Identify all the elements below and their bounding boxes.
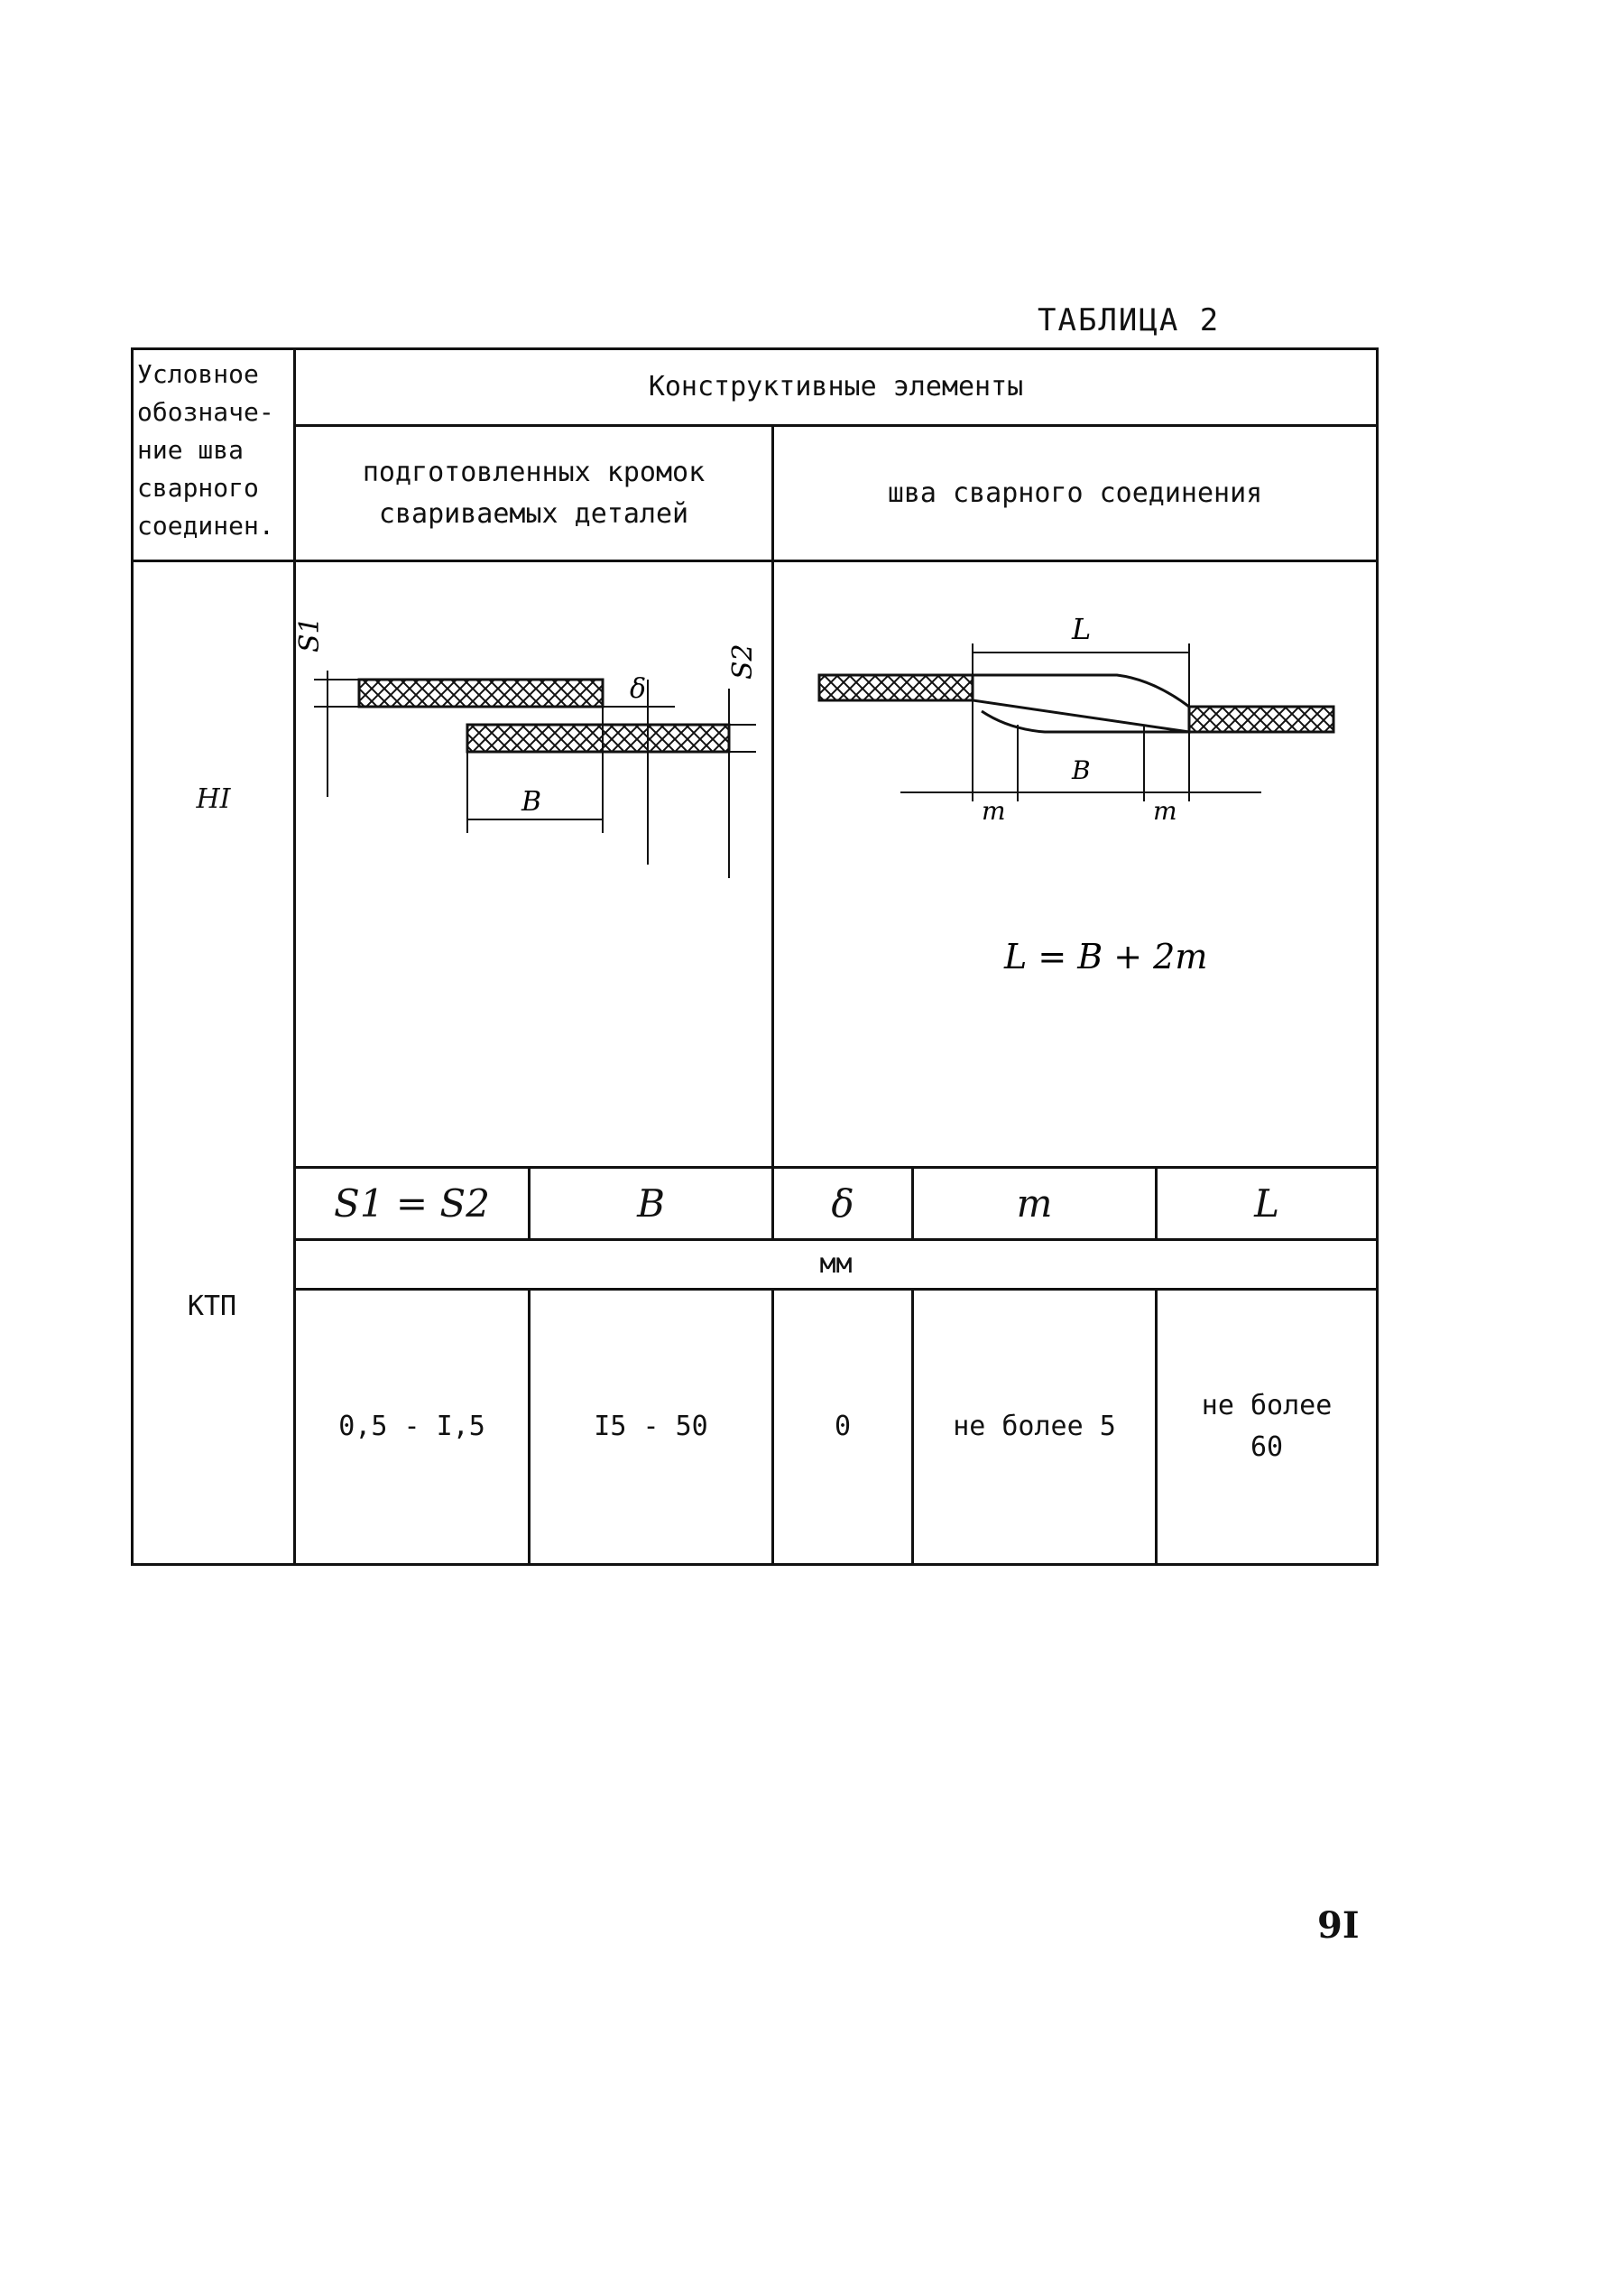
seam-left-plate: [819, 675, 973, 700]
header-prepared-edges: подготовленных кромок свариваемых деталей: [295, 426, 773, 561]
header-weld-seam: шва сварного соединения: [773, 426, 1378, 561]
formula: L = В + 2m: [1004, 937, 1208, 977]
value-s: 0,5 - I,5: [295, 1290, 530, 1565]
page-number: 9I: [1317, 1904, 1360, 1947]
prepared-edges-diagram: [296, 562, 774, 1153]
value-delta: 0: [773, 1290, 913, 1565]
upper-plate: [359, 680, 603, 707]
header-designation: Условное обозначе-ние шва сварного соединен.: [133, 349, 295, 561]
seam-designation: НI: [196, 783, 231, 815]
seam-designation-cell: [133, 561, 295, 1565]
table-title: ТАБЛИЦА 2: [1038, 302, 1221, 338]
m-label-left: m: [982, 796, 1006, 826]
welding-table: [131, 347, 1379, 1566]
header-group-structural-elements: Конструктивные элементы: [295, 349, 1378, 426]
param-header-s: S1 = S2: [295, 1168, 530, 1240]
unit-row: мм: [295, 1240, 1378, 1290]
L-label: L: [1072, 612, 1092, 646]
value-m: не более 5: [913, 1290, 1157, 1565]
param-header-b: В: [530, 1168, 773, 1240]
param-header-delta: δ: [773, 1168, 913, 1240]
param-header-L: L: [1157, 1168, 1378, 1240]
lower-plate: [467, 725, 729, 752]
prepared-edges-diagram-cell: [295, 561, 773, 1168]
value-L: не более 60: [1157, 1290, 1378, 1565]
delta-label: δ: [630, 673, 647, 705]
value-b: I5 - 50: [530, 1290, 773, 1565]
seam-right-plate: [1189, 707, 1333, 732]
weld-seam-diagram: [774, 562, 1397, 1153]
weld-seam-diagram-cell: [773, 561, 1378, 1168]
s2-label: S2: [727, 643, 759, 680]
param-header-m: m: [913, 1168, 1157, 1240]
s1-label: S1: [296, 616, 326, 653]
m-label-right: m: [1153, 796, 1177, 826]
b-label-seam: В: [1072, 755, 1091, 785]
method-label: КТП: [187, 1291, 237, 1322]
b-label: В: [521, 786, 542, 818]
